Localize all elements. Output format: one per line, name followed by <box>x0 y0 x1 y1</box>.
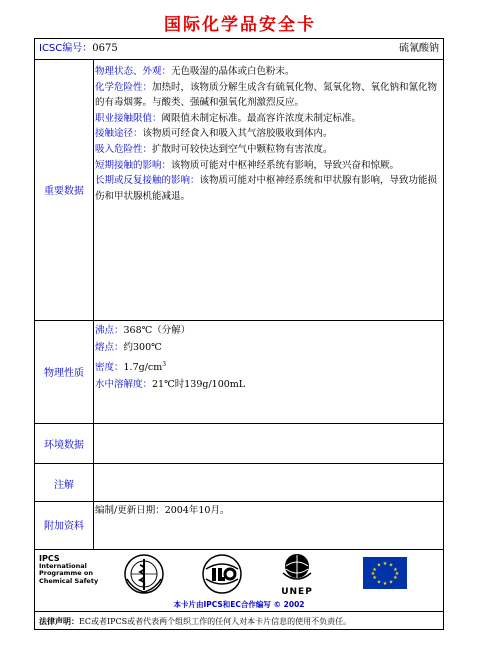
item-inhalation-risk: 吸入危险性：扩散时可较快达到空气中颗粒物有害浓度。 <box>95 143 333 155</box>
icsc-row <box>35 39 443 59</box>
density: 密度：$1.7g/cm^3$ <box>95 361 167 374</box>
svg-text:★: ★ <box>388 579 394 586</box>
item-short-term-effects: 短期接触的影响：该物质可能对中枢神经系统有影响，导致兴奋和惊厥。 <box>95 159 400 171</box>
svg-text:★: ★ <box>382 561 388 567</box>
svg-text:★: ★ <box>393 567 398 573</box>
additional-info-body: 编制/更新日期：2004年10月。 <box>95 505 230 516</box>
chemical-name: 硫氰酸钠 <box>399 43 439 54</box>
divider <box>35 59 443 60</box>
item-long-term-effects: 长期或反复接触的影响：该物质可能对中枢神经系统和甲状腺有影响，导致功能损伤和甲状腺机能减退。 <box>95 175 438 202</box>
physical-properties-body <box>95 322 439 393</box>
unep-logo <box>271 553 323 597</box>
physical-properties-label: 物理性质 <box>44 368 84 379</box>
unep-emblem-icon <box>280 553 314 583</box>
boiling-point: 沸点：368℃（分解） <box>95 325 191 336</box>
who-emblem-icon <box>123 553 165 595</box>
item-appearance: 物理状态、外观：无色吸湿的晶体或白色粉末。 <box>95 66 295 77</box>
card-frame <box>34 38 444 630</box>
icsc-number: 0675 <box>92 43 118 54</box>
svg-text:★: ★ <box>388 562 394 569</box>
divider <box>35 463 443 464</box>
item-exposure-limit: 职业接触限值：阈限值未制定标准。最高容许浓度未制定标准。 <box>95 112 362 124</box>
column-divider <box>93 59 94 549</box>
additional-info-label: 附加资料 <box>44 521 84 532</box>
ilo-emblem-icon <box>201 553 243 595</box>
svg-text:★: ★ <box>372 567 377 573</box>
eu-flag-icon <box>363 557 407 589</box>
item-exposure-route: 接触途径：该物质可经食入和吸入其气溶胶吸收到体内。 <box>95 128 333 140</box>
item-chemical-hazard: 化学危险性：加热时，该物质分解生成含有硫氧化物、氮氧化物、氧化钠和氰化物的有毒烟雾。与酸类、强碱和强氧化剂激烈反应。 <box>95 81 438 109</box>
water-solubility: 水中溶解度：21℃时139g/100mL <box>95 379 246 391</box>
notes-label: 注解 <box>54 480 74 491</box>
melting-point: 熔点：约300℃ <box>95 342 162 353</box>
divider <box>35 423 443 424</box>
important-data-label: 重要数据 <box>44 186 84 197</box>
card-title: 国际化学品安全卡 <box>164 15 316 35</box>
important-data-body <box>95 64 439 204</box>
divider <box>35 320 443 321</box>
svg-text:★: ★ <box>376 562 382 569</box>
credit-line: 本卡片由IPCS和EC合作编写 © 2002 <box>173 600 305 609</box>
unep-text: UNEP <box>281 587 313 597</box>
svg-text:★: ★ <box>372 575 377 581</box>
svg-text:★: ★ <box>376 579 382 586</box>
icsc-label: ICSC编号： <box>39 43 93 54</box>
divider <box>35 611 443 612</box>
svg-text:★: ★ <box>382 581 388 587</box>
divider <box>35 501 443 502</box>
ipcs-logo: IPCS International Programme on Chemical Safety <box>39 554 99 585</box>
svg-text:★: ★ <box>394 571 400 577</box>
environment-data-label: 环境数据 <box>44 440 84 451</box>
legal-disclaimer: 法律声明：EC或者IPCS或者代表两个组织工作的任何人对本卡片信息的使用不负责任。 <box>39 617 352 626</box>
svg-text:★: ★ <box>393 575 398 581</box>
svg-text:★: ★ <box>370 571 376 577</box>
